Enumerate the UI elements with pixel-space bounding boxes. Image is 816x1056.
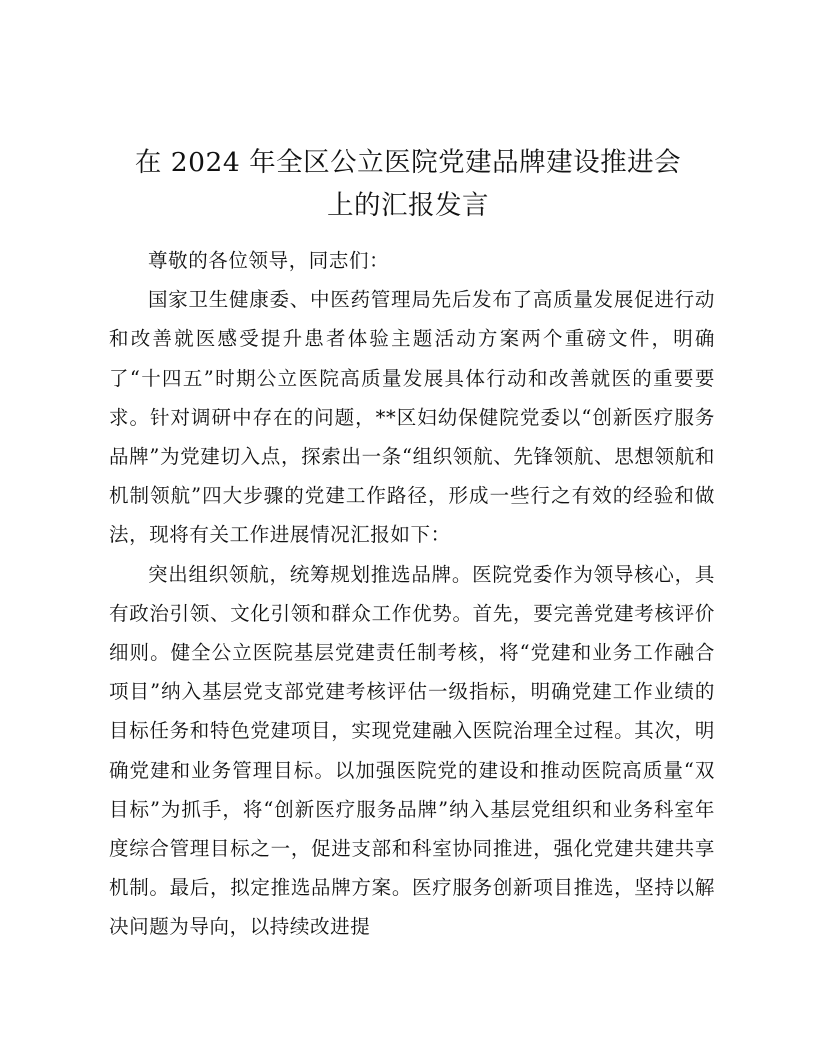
title-line-2: 上的汇报发言 bbox=[327, 190, 489, 221]
document-body bbox=[109, 241, 715, 947]
salutation: 尊敬的各位领导，同志们： bbox=[148, 249, 390, 272]
title-line-1: 在 2024 年全区公立医院党建品牌建设推进会 bbox=[134, 147, 682, 178]
paragraph: 突出组织领航，统筹规划推选品牌。医院党委作为领导核心，具有政治引领、文化引领和群众工作优势。首先，要完善党建考核评价细则。健全公立医院基层党建责任制考核，将“党建和业务工作融合项目”纳入基层党支部党建考核评估一级指标，明确党建工作业绩的目标任务和特色党建项目，实现党建融入医院治理全过程。其次，明确党建和业务管理目标。以加强医院党的建设和推动医院高质量“双目标”为抓手，将“创新医疗服务品牌”纳入基层党组织和业务科室年度综合管理目标之一，促进支部和科室协同推进，强化党建共建共享机制。最后，拟定推选品牌方案。医疗服务创新项目推选，坚持以解决问题为导向，以持续改进提 bbox=[109, 562, 715, 939]
paragraph: 国家卫生健康委、中医药管理局先后发布了高质量发展促进行动和改善就医感受提升患者体验主题活动方案两个重磅文件，明确了“十四五”时期公立医院高质量发展具体行动和改善就医的重要要求。针对调研中存在的问题，**区妇幼保健院党委以“创新医疗服务品牌”为党建切入点，探索出一条“组织领航、先锋领航、思想领航和机制领航”四大步骤的党建工作路径，形成一些行之有效的经验和做法，现将有关工作进展情况汇报如下： bbox=[109, 288, 715, 547]
document-title bbox=[100, 141, 716, 227]
